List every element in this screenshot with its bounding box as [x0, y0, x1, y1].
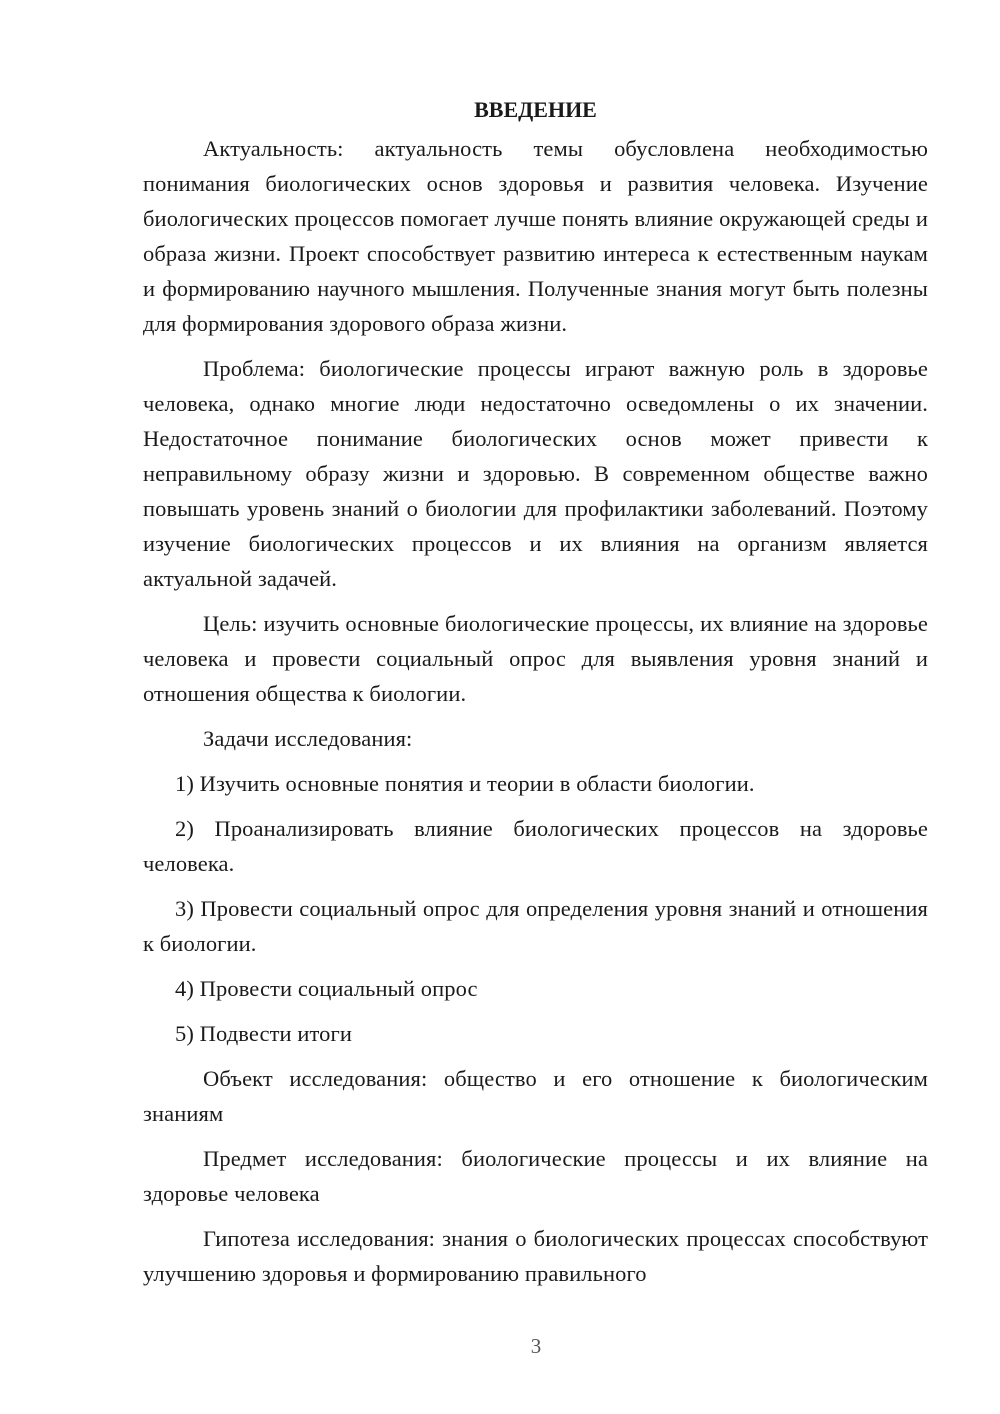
problem-paragraph: Проблема: биологические процессы играют важную роль в здоровье человека, однако многие люди недостаточно осведомлены о их значении. Недостаточное понимание биологических основ может привести к неправильному образу жизни и здоровью. В современном обществе важно повышать уровень знаний о биологии для профилактики заболеваний. Поэтому изучение биологических процессов и их влияния на организм является актуальной задачей.	[143, 356, 928, 591]
hypothesis-paragraph: Гипотеза исследования: знания о биологических процессах способствуют улучшению здоровья и формированию правильного	[143, 1226, 928, 1286]
tasks-title: Задачи исследования:	[203, 726, 413, 751]
goal-paragraph: Цель: изучить основные биологические процессы, их влияние на здоровье человека и провести социальный опрос для выявления уровня знаний и отношения общества к биологии.	[143, 611, 928, 706]
task-item-2: 2) Проанализировать влияние биологических процессов на здоровье человека.	[143, 816, 928, 876]
task-item-3: 3) Провести социальный опрос для определения уровня знаний и отношения к биологии.	[143, 896, 928, 956]
object-paragraph: Объект исследования: общество и его отношение к биологическим знаниям	[143, 1066, 928, 1126]
relevance-paragraph: Актуальность: актуальность темы обусловлена необходимостью понимания биологических основ здоровья и развития человека. Изучение биологических процессов помогает лучше понять влияние окружающей среды и образа жизни. Проект способствует развитию интереса к естественным наукам и формированию научного мышления. Полученные знания могут быть полезны для формирования здорового образа жизни.	[143, 136, 928, 336]
task-item-5: 5) Подвести итоги	[175, 1021, 352, 1046]
task-item-1: 1) Изучить основные понятия и теории в области биологии.	[175, 771, 755, 796]
page-heading: ВВЕДЕНИЕ	[474, 97, 597, 122]
document-page	[143, 92, 928, 1301]
page-number: 3	[530, 1334, 542, 1358]
task-item-4: 4) Провести социальный опрос	[175, 976, 478, 1001]
subject-paragraph: Предмет исследования: биологические процессы и их влияние на здоровье человека	[143, 1146, 928, 1206]
